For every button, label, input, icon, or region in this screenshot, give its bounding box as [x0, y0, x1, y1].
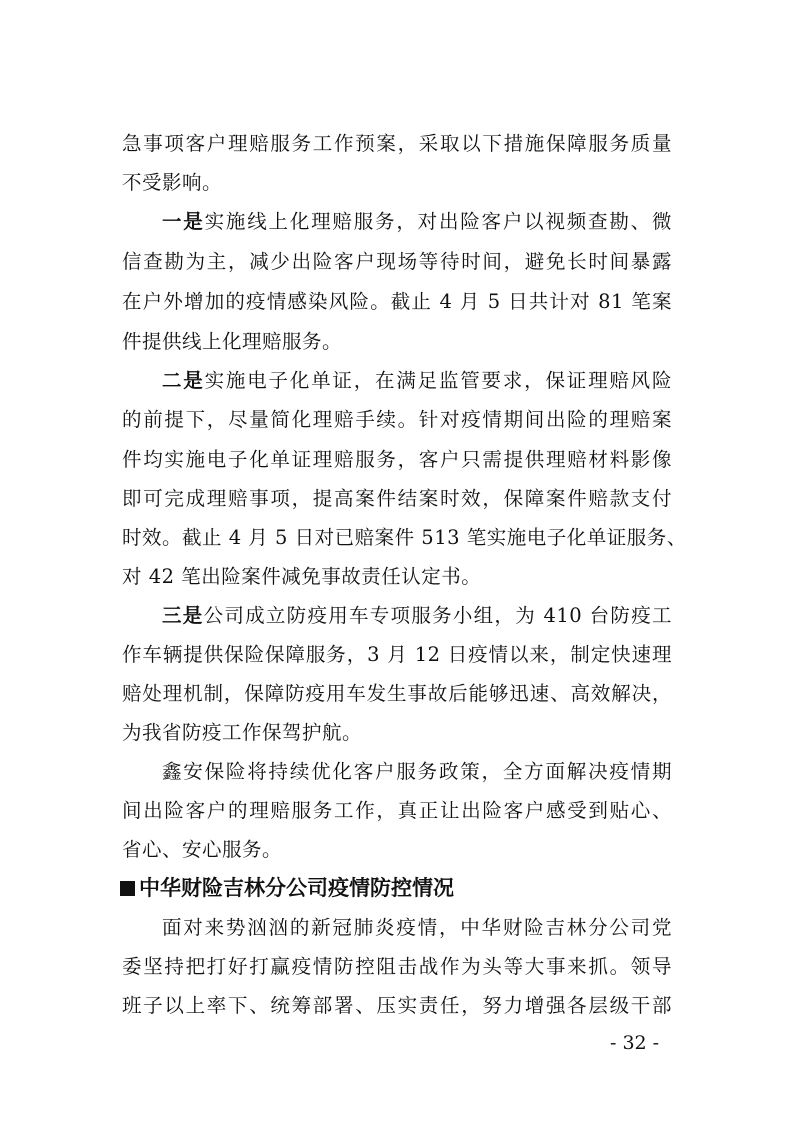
text-line: 实施电子化单证，在满足监管要求，保证理赔风险	[204, 369, 672, 392]
text-line: 鑫安保险将持续优化客户服务政策，全方面解决疫情期	[162, 760, 672, 783]
paragraph-first-line	[162, 202, 672, 242]
lead-label: 二是	[162, 369, 205, 392]
lead-label: 三是	[162, 604, 204, 627]
text-line: 即可完成理赔事项，提高案件结案时效，保障案件赔款支付	[122, 487, 672, 510]
text-line: 时效。截止 4 月 5 日对已赔案件 513 笔实施电子化单证服务、	[122, 526, 687, 549]
text-line: 间出险客户的理赔服务工作，真正让出险客户感受到贴心、	[122, 799, 672, 822]
lead-label: 一是	[162, 210, 205, 233]
text-line: 信查勘为主，减少出险客户现场等待时间，避免长时间暴露	[122, 250, 672, 273]
text-line: 的前提下，尽量简化理赔手续。针对疫情期间出险的理赔案	[122, 408, 672, 431]
text-line: 急事项客户理赔服务工作预案，采取以下措施保障服务质量	[122, 132, 672, 155]
text-line: 班子以上率下、统筹部署、压实责任，努力增强各层级干部	[122, 994, 672, 1017]
text-line: 在户外增加的疫情感染风险。截止 4 月 5 日共计对 81 笔案	[122, 290, 672, 313]
text-line: 省心、安心服务。	[122, 838, 283, 861]
section-heading-text: 中华财险吉林分公司疫情防控情况	[139, 876, 454, 900]
text-line: 作车辆提供保险保障服务，3 月 12 日疫情以来，制定快速理	[122, 643, 672, 666]
text-line: 为我省防疫工作保驾护航。	[122, 721, 363, 744]
paragraph-first-line	[162, 361, 672, 401]
section-heading	[120, 872, 454, 902]
text-line: 件均实施电子化单证理赔服务，客户只需提供理赔材料影像	[122, 448, 672, 471]
text-line: 公司成立防疫用车专项服务小组，为 410 台防疫工	[203, 604, 672, 627]
text-line: 件提供线上化理赔服务。	[122, 330, 343, 353]
square-bullet-icon	[120, 881, 135, 896]
text-line: 委坚持把打好打赢疫情防控阻击战作为头等大事来抓。领导	[122, 955, 672, 978]
page-number: - 32 -	[610, 1032, 660, 1054]
text-line: 实施线上化理赔服务，对出险客户以视频查勘、微	[204, 210, 672, 233]
text-line: 对 42 笔出险案件减免事故责任认定书。	[122, 565, 482, 588]
paragraph-first-line	[162, 596, 672, 636]
text-line: 面对来势汹汹的新冠肺炎疫情，中华财险吉林分公司党	[162, 916, 672, 939]
text-line: 赔处理机制，保障防疫用车发生事故后能够迅速、高效解决，	[122, 682, 672, 705]
text-line: 不受影响。	[122, 171, 223, 194]
